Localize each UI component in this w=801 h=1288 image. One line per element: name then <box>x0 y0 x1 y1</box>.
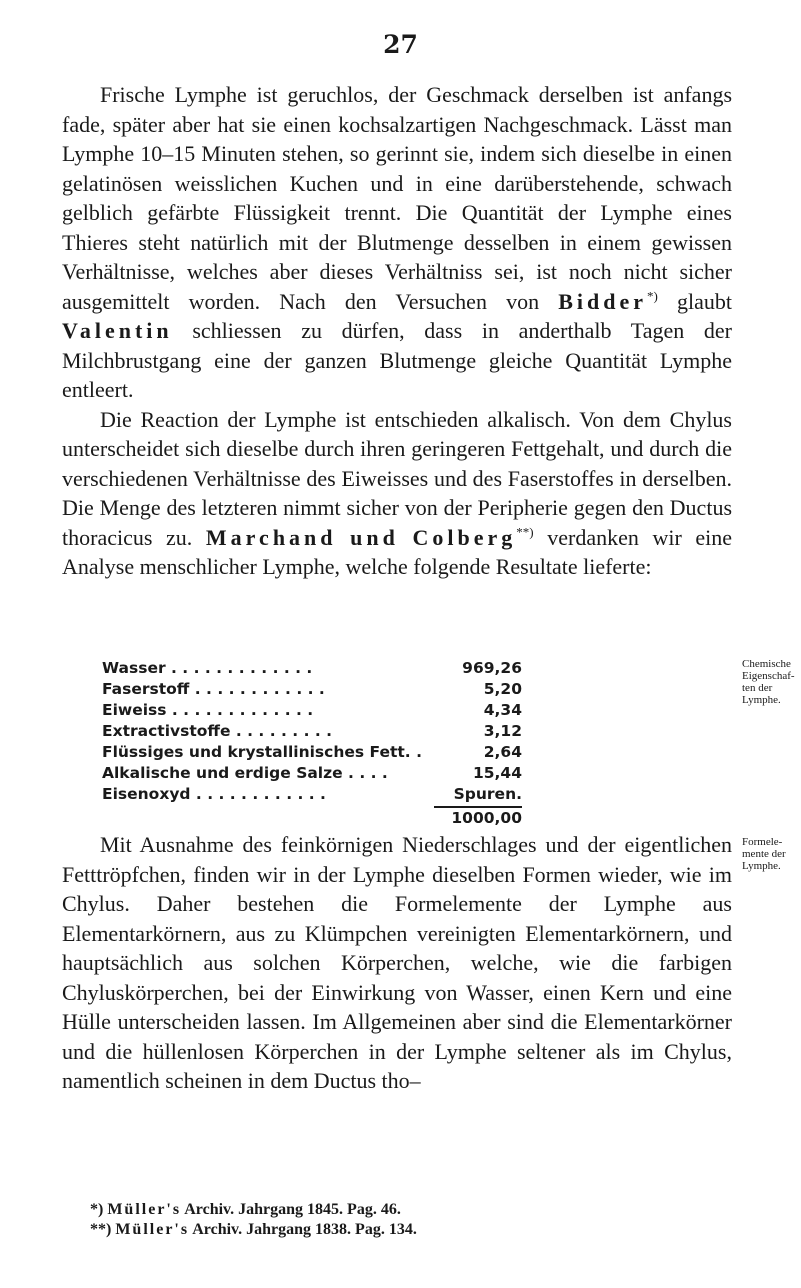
table-row: Extractivstoffe . . . . . . . . . 3,12 <box>102 722 522 740</box>
paragraph-1: Frische Lymphe ist geruchlos, der Geschmack derselben ist anfangs fade, später aber hat sie einen kochsalzartigen Nachgeschmack. Lässt man Lymphe 10–15 Minuten stehen, so gerinnt sie, indem sich dieselbe in einen gelatinösen weisslichen Kuchen und in eine darüberstehende, schwach gelblich gefärbte Flüssigkeit trennt. Die Quantität der Lymphe eines Thieres steht natürlich mit der Blutmenge desselben in einem gewissen Verhältnisse, welches aber dieses Verhältniss sei, ist noch nicht sicher ausgemittelt worden. Nach den Versuchen von Bidder*) glaubt Valentin schliessen zu dürfen, dass in anderthalb Tagen der Milchbrustgang eine der ganzen Blutmenge gleiche Quantität Lymphe entleert. <box>62 82 733 402</box>
paragraph-2: Die Reaction der Lymphe ist entschieden alkalisch. Von dem Chylus unterscheidet sich dieselbe durch ihren geringeren Fettgehalt, und durch die verschiedenen Verhältnisse des Eiweisses und des Faserstoffes in derselben. Die Menge des letzteren nimmt sicher von der Peripherie gegen den Ductus thoracicus zu. Marchand und Colberg**) verdanken wir eine Analyse menschlicher Lymphe, welche folgende Resultate lieferte: <box>62 406 733 579</box>
table-total: 1000,00 <box>451 809 522 827</box>
main-text <box>62 80 732 582</box>
footnote: *) Müller's Archiv. Jahrgang 1845. Pag. 46. <box>90 1201 401 1218</box>
table-row: Eiweiss . . . . . . . . . . . . . 4,34 <box>102 701 522 719</box>
author-name: Marchand <box>205 524 337 550</box>
page-number: 27 <box>383 30 418 59</box>
table-row: Alkalische und erdige Salze . . . . 15,44 <box>102 764 522 782</box>
footnote: **) Müller's Archiv. Jahrgang 1838. Pag. 134. <box>90 1221 417 1238</box>
table-row: Eisenoxyd . . . . . . . . . . . . Spuren. <box>102 785 522 803</box>
paragraph-3: Mit Ausnahme des feinkörnigen Niederschlages und der eigentlichen Fetttröpfchen, finden wir in der Lymphe dieselben Formen wieder, wie im Chylus. Daher bestehen die Formelemente der Lymphe aus Elementarkörnern, aus zu Klümpchen vereinigten Elementarkörnern, und hauptsächlich aus solchen Körperchen, welche, wie die farbigen Chyluskörperchen, bei der Einwirkung von Wasser, einen Kern und eine Hülle unterscheiden lassen. Im Allgemeinen aber sind die Elementarkörner und die hüllenlosen Körperchen in der Lymphe seltener als im Chylus, namentlich scheinen in dem Ductus tho– <box>62 832 732 1093</box>
main-text-continued <box>62 830 732 1096</box>
table-row: Faserstoff . . . . . . . . . . . . 5,20 <box>102 680 522 698</box>
footnote-mark: *) <box>647 288 658 304</box>
author-name: Bidder <box>558 288 648 314</box>
author-name: Valentin <box>62 318 173 343</box>
table-row: Flüssiges und krystallinisches Fett. . 2,64 <box>102 743 522 761</box>
table-row: Wasser . . . . . . . . . . . . . 969,26 <box>102 659 522 677</box>
margin-note-chemistry: Chemische Eigenschaf- ten der Lymphe. <box>742 658 795 706</box>
footnote-mark: **) <box>516 524 534 540</box>
analysis-table <box>102 658 522 828</box>
author-name: Colberg <box>412 524 517 550</box>
footnotes <box>90 1200 690 1240</box>
margin-note-form-elements: Formele- mente der Lymphe. <box>742 836 786 872</box>
